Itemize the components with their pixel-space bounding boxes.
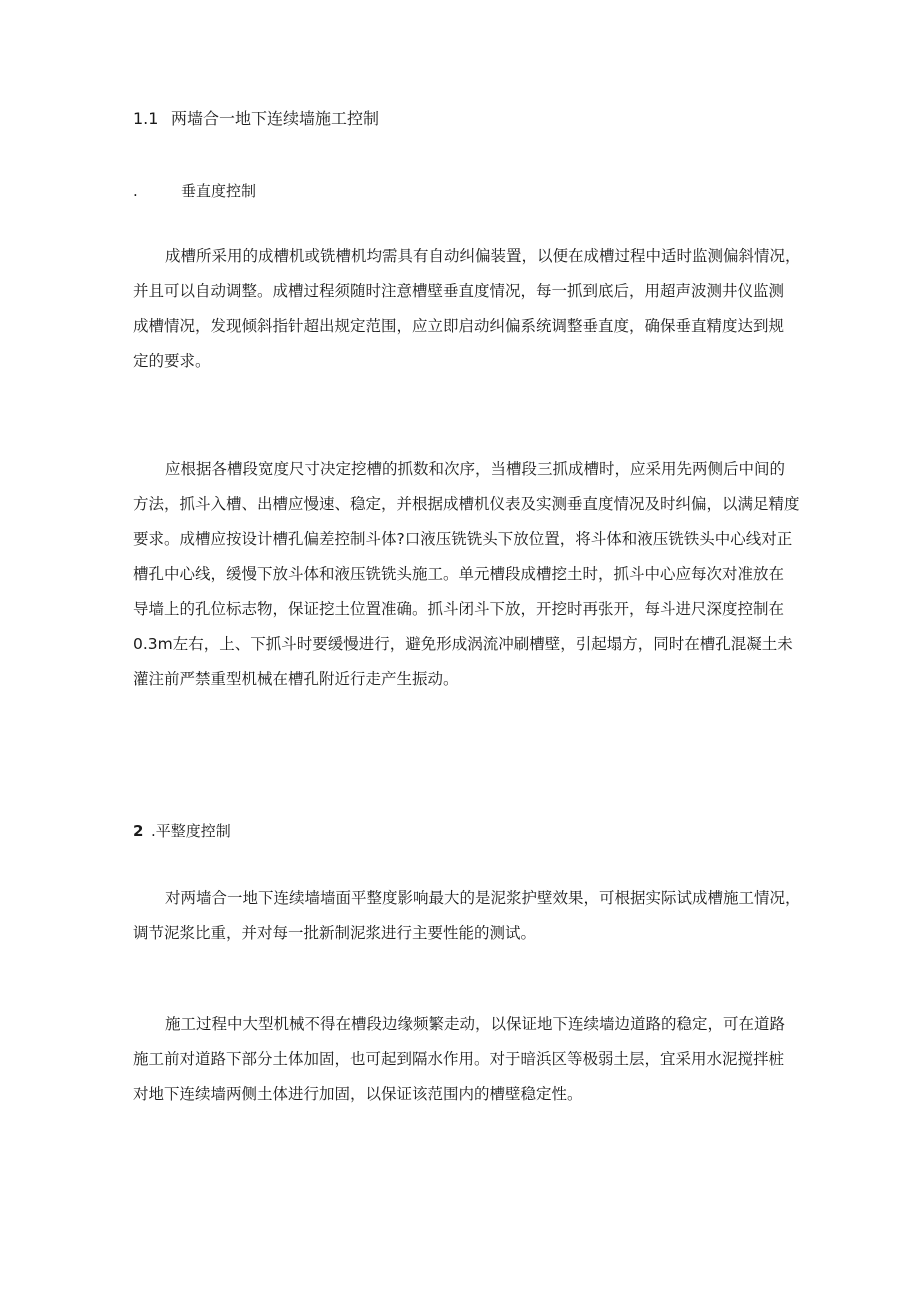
paragraph-line: 并且可以自动调整。成槽过程须随时注意槽壁垂直度情况，每一抓到底后，用超声波测井仪监测 xyxy=(133,282,785,300)
paragraph-line: 施工过程中大型机械不得在槽段边缘频繁走动，以保证地下连续墙边道路的稳定，可在道路 xyxy=(165,1015,786,1033)
subsection-title: 垂直度控制 xyxy=(181,182,257,200)
subsection-heading-flatness xyxy=(133,820,231,842)
section-heading xyxy=(133,108,379,130)
section-number: 1.1 xyxy=(133,109,159,128)
paragraph-line: 调节泥浆比重，并对每一批新制泥浆进行主要性能的测试。 xyxy=(133,924,537,942)
paragraph-line: 施工前对道路下部分土体加固，也可起到隔水作用。对于暗浜区等极弱土层，宜采用水泥搅拌桩 xyxy=(133,1050,785,1068)
paragraph-line: 定的要求。 xyxy=(133,352,211,370)
subsection-title: .平整度控制 xyxy=(151,822,231,840)
paragraph-line: 0.3m左右，上、下抓斗时要缓慢进行，避免形成涡流冲刷槽壁，引起塌方，同时在槽孔混凝土未 xyxy=(133,635,793,653)
paragraph-line: 导墙上的孔位标志物，保证挖土位置准确。抓斗闭斗下放，开挖时再张开，每斗进尺深度控制在 xyxy=(133,600,785,618)
section-title: 两墙合一地下连续墙施工控制 xyxy=(171,109,380,128)
paragraph-line: 应根据各槽段宽度尺寸决定挖槽的抓数和次序，当槽段三抓成槽时，应采用先两侧后中间的 xyxy=(165,460,786,478)
paragraph-line: 灌注前严禁重型机械在槽孔附近行走产生振动。 xyxy=(133,670,459,688)
paragraph-line: 对两墙合一地下连续墙墙面平整度影响最大的是泥浆护壁效果，可根据实际试成槽施工情况， xyxy=(165,889,801,907)
paragraph-line: 成槽情况，发现倾斜指针超出规定范围，应立即启动纠偏系统调整垂直度，确保垂直精度达到规 xyxy=(133,317,785,335)
paragraph-4 xyxy=(133,1007,793,1112)
subsection-number: . xyxy=(133,182,138,200)
paragraph-line: 成槽所采用的成槽机或铣槽机均需具有自动纠偏装置，以便在成槽过程中适时监测偏斜情况， xyxy=(165,247,801,265)
paragraph-1 xyxy=(133,239,801,379)
paragraph-line: 方法，抓斗入槽、出槽应慢速、稳定，并根据成槽机仪表及实测垂直度情况及时纠偏，以满足精度 xyxy=(133,495,800,513)
paragraph-line: 槽孔中心线，缓慢下放斗体和液压铣铣头施工。单元槽段成槽挖土时，抓斗中心应每次对准放在 xyxy=(133,565,785,583)
subsection-heading-vertical xyxy=(133,180,256,202)
subsection-number: 2 xyxy=(133,822,144,840)
paragraph-line: 要求。成槽应按设计槽孔偏差控制斗体?口液压铣铣头下放位置，将斗体和液压铣铁头中心线对正 xyxy=(133,530,793,548)
paragraph-line: 对地下连续墙两侧土体进行加固，以保证该范围内的槽壁稳定性。 xyxy=(133,1085,583,1103)
paragraph-3 xyxy=(133,881,801,951)
paragraph-2 xyxy=(133,452,800,697)
